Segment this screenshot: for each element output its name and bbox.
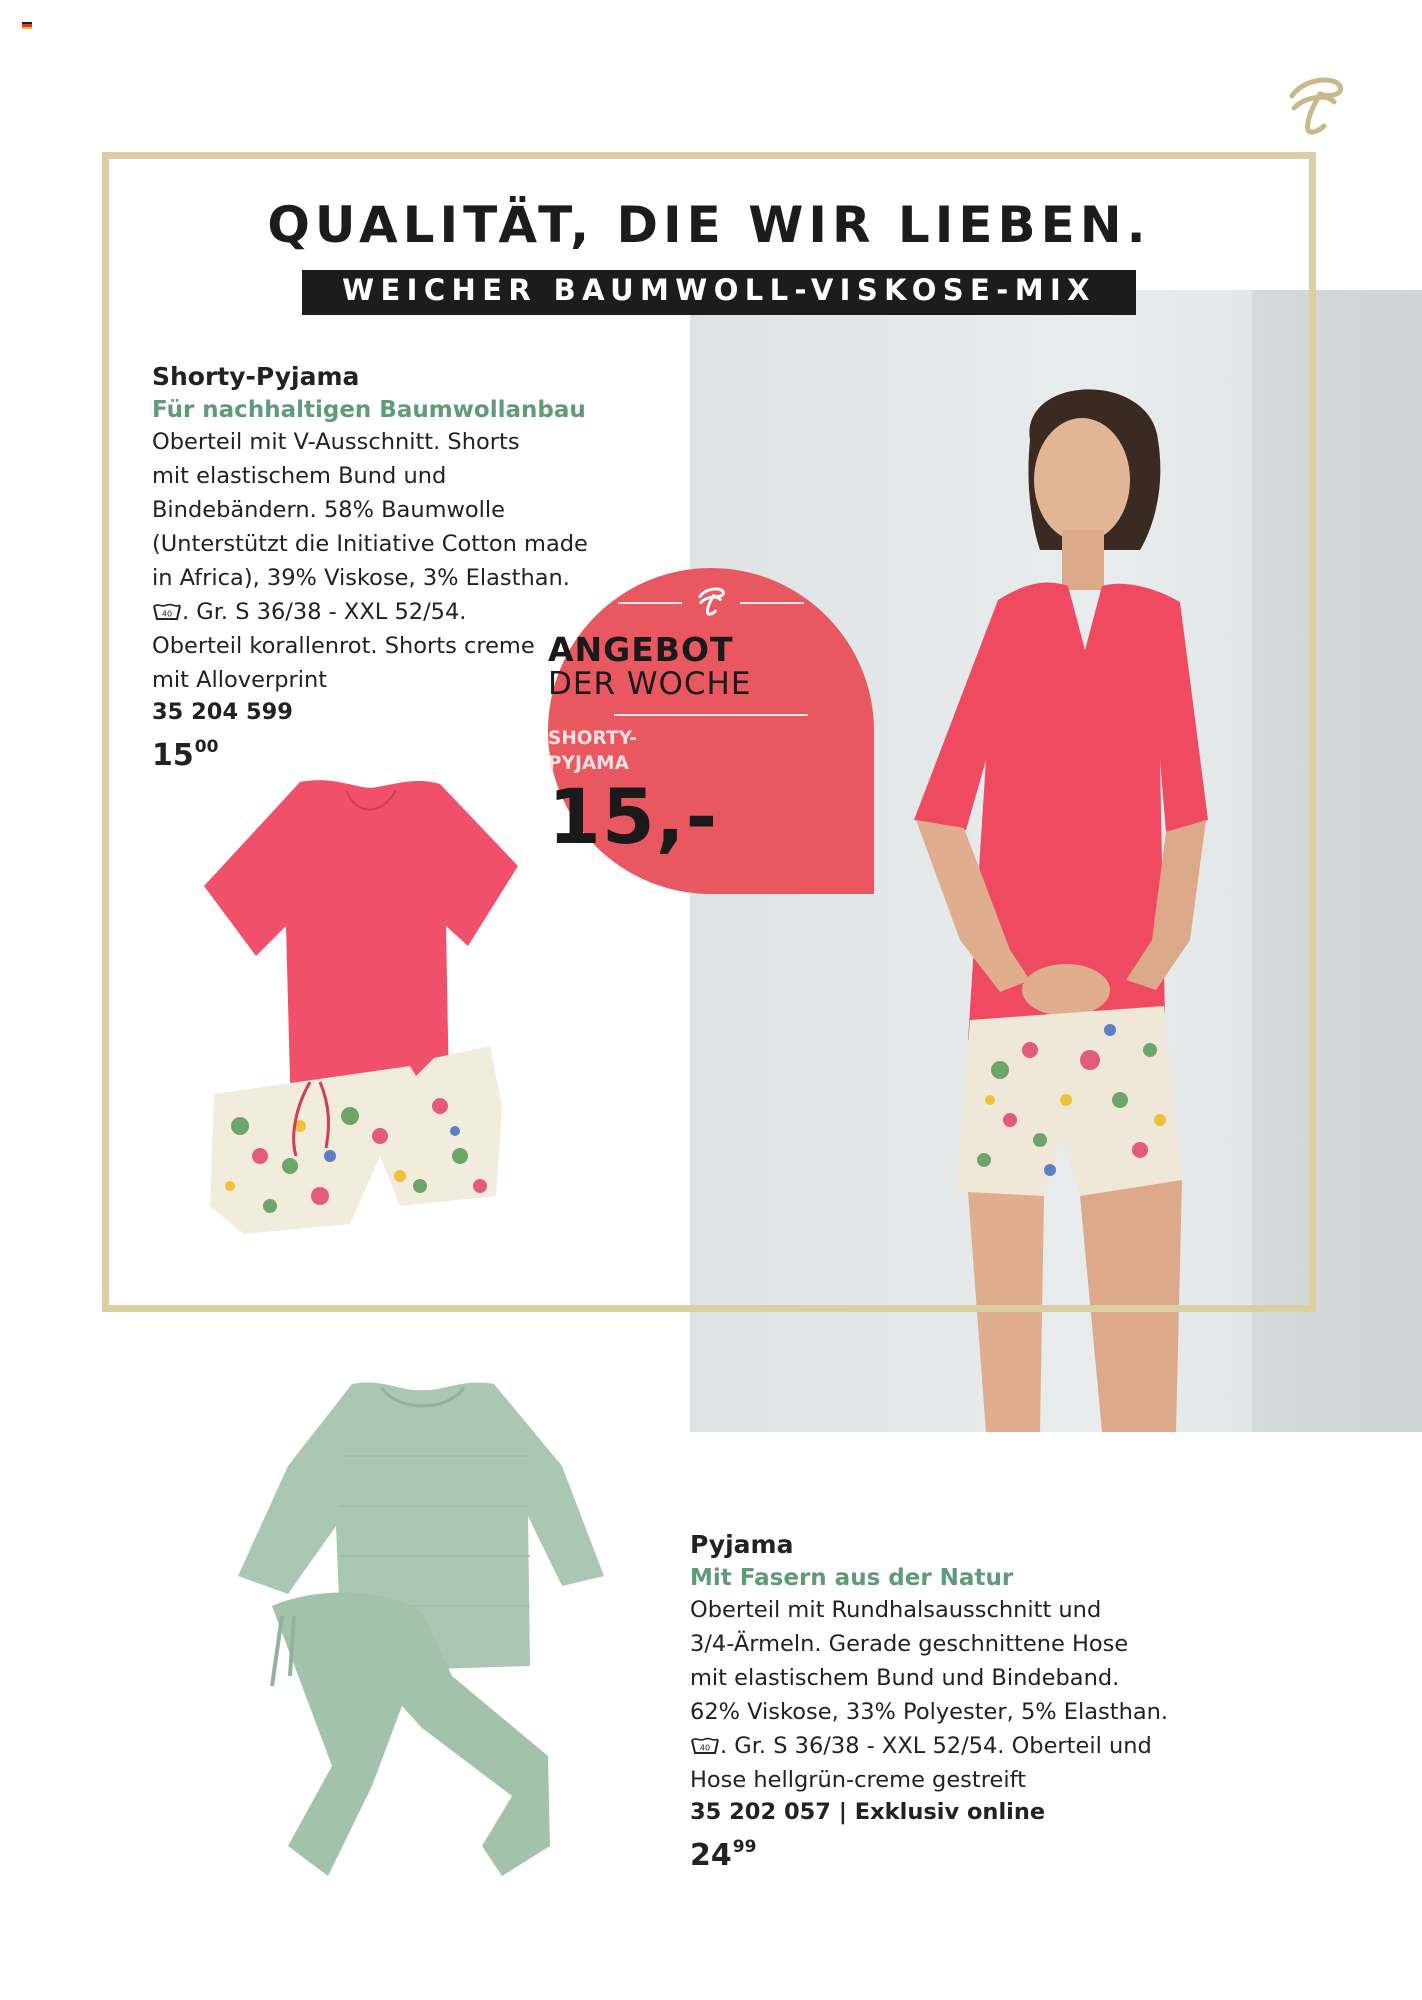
badge-product: SHORTY- PYJAMA: [548, 728, 637, 774]
description-line: Bindebändern. 58% Baumwolle: [152, 497, 506, 523]
product-1-article-number: 35 204 599: [152, 699, 293, 725]
description-line-with-care: 40 . Gr. S 36/38 - XXL 52/54.: [152, 595, 622, 629]
description-line-with-care: 40 . Gr. S 36/38 - XXL 52/54. Oberteil und: [690, 1729, 1330, 1763]
headline: QUALITÄT, DIE WIR LIEBEN.: [267, 196, 1151, 254]
product-2-price: $24^{99}$: [690, 1837, 757, 1873]
product-2-subtitle: Mit Fasern aus der Natur: [690, 1565, 1014, 1591]
product-2-title: Pyjama: [690, 1530, 794, 1559]
offer-badge: [548, 568, 874, 894]
svg-text:40: 40: [699, 1743, 711, 1753]
badge-title: ANGEBOT: [548, 630, 734, 669]
description-line: mit Alloverprint: [152, 667, 328, 693]
product-1-title: Shorty-Pyjama: [152, 362, 360, 391]
badge-price: 15,-: [548, 772, 719, 861]
description-line: Oberteil mit V-Ausschnitt. Shorts: [152, 429, 520, 455]
description-line: 62% Viskose, 33% Polyester, 5% Elasthan.: [690, 1699, 1169, 1725]
product-2-article-number: 35 202 057 | Exklusiv online: [690, 1799, 1046, 1825]
product-2-info: [690, 1530, 1330, 1873]
language-flag-icon[interactable]: [22, 22, 32, 29]
description-line: (Unterstützt die Initiative Cotton made: [152, 531, 588, 557]
product-2-description: [690, 1593, 1330, 1797]
description-line: 3/4-Ärmeln. Gerade geschnittene Hose: [690, 1631, 1129, 1657]
description-line: Oberteil mit Rundhalsausschnitt und: [690, 1597, 1102, 1623]
description-line: Oberteil korallenrot. Shorts creme: [152, 633, 535, 659]
product-2-image: [232, 1376, 612, 1886]
product-1-subtitle: Für nachhaltigen Baumwollanbau: [152, 397, 586, 423]
description-line: Hose hellgrün-creme gestreift: [690, 1767, 1026, 1793]
badge-subtitle: DER WOCHE: [548, 666, 752, 702]
description-line: in Africa), 39% Viskose, 3% Elasthan.: [152, 565, 570, 591]
wash-40-icon: [152, 602, 182, 622]
tchibo-logo-icon: [696, 586, 726, 616]
product-1-price: $15^{00}$: [152, 737, 219, 773]
wash-40-icon: [690, 1736, 720, 1756]
subline: WEICHER BAUMWOLL-VISKOSE-MIX: [342, 273, 1096, 307]
tchibo-logo-icon: [1284, 74, 1346, 136]
description-line: mit elastischem Bund und Bindeband.: [690, 1665, 1120, 1691]
description-line: mit elastischem Bund und: [152, 463, 447, 489]
svg-text:40: 40: [161, 609, 173, 619]
